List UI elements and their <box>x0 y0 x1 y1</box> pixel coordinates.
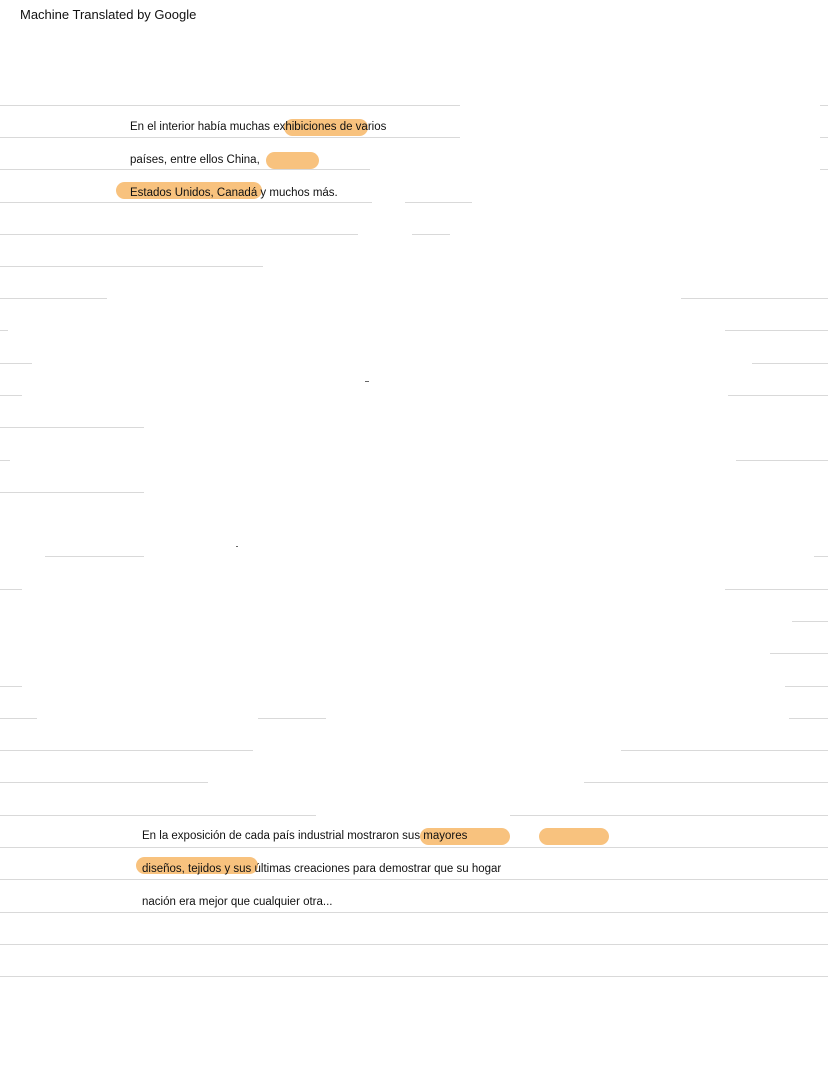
rule-line <box>0 266 263 267</box>
highlight-blank <box>539 828 609 845</box>
rule-line <box>0 202 372 203</box>
stray-mark <box>236 546 238 547</box>
highlighted-text: sus mayores <box>402 830 468 842</box>
paragraph2-line1 <box>142 830 467 842</box>
rule-line <box>0 879 828 880</box>
paragraph1-line3 <box>130 187 338 199</box>
rule-line <box>681 298 828 299</box>
rule-line <box>0 815 316 816</box>
rule-line <box>0 718 37 719</box>
rule-line <box>0 686 22 687</box>
rule-line <box>405 202 472 203</box>
rule-line <box>0 169 370 170</box>
rule-line <box>725 589 828 590</box>
rule-line <box>0 589 22 590</box>
highlighted-text: Estados Unidos, Canad <box>130 187 251 199</box>
rule-line <box>752 363 828 364</box>
rule-line <box>0 427 144 428</box>
rule-line <box>0 298 107 299</box>
rule-line <box>789 718 828 719</box>
stray-mark <box>365 381 369 382</box>
rule-line <box>770 653 828 654</box>
highlighted-text: exhibiciones de <box>273 121 353 133</box>
rule-line <box>814 556 828 557</box>
rule-line <box>510 815 828 816</box>
rule-line <box>0 847 828 848</box>
paragraph2-line3: nación era mejor que cualquier otra... <box>142 896 333 908</box>
rule-line <box>0 460 10 461</box>
rule-line <box>0 234 358 235</box>
paragraph2-line2 <box>142 863 501 875</box>
highlighted-text: diseños, tejidos y sus <box>142 863 252 875</box>
paragraph1-line2: países, entre ellos China, <box>130 154 260 166</box>
rule-line <box>0 912 828 913</box>
rule-line <box>258 718 326 719</box>
rule-line <box>0 492 144 493</box>
rule-line <box>0 976 828 977</box>
rule-line <box>0 944 828 945</box>
rule-line <box>621 750 828 751</box>
machine-translation-label: Machine Translated by Google <box>20 7 197 22</box>
rule-line <box>728 395 828 396</box>
rule-line <box>0 363 32 364</box>
text-segment: En la exposición de cada país industrial mostraron <box>142 830 403 842</box>
rule-line <box>725 330 828 331</box>
rule-line <box>45 556 144 557</box>
rule-line <box>0 395 22 396</box>
rule-line <box>0 105 460 106</box>
rule-line <box>0 330 8 331</box>
rule-line <box>820 137 828 138</box>
text-segment: á y muchos más. <box>250 187 338 199</box>
rule-line <box>0 782 208 783</box>
text-segment: varios <box>352 121 387 133</box>
rule-line <box>412 234 450 235</box>
paragraph1-line1 <box>130 121 386 133</box>
rule-line <box>736 460 828 461</box>
rule-line <box>785 686 828 687</box>
rule-line <box>0 750 253 751</box>
rule-line <box>820 169 828 170</box>
rule-line <box>820 105 828 106</box>
rule-line <box>0 137 460 138</box>
text-segment: En el interior había muchas <box>130 121 274 133</box>
rule-line <box>584 782 828 783</box>
text-segment: últimas creaciones para demostrar que su hogar <box>251 863 502 875</box>
highlight-blank-after-china <box>266 152 319 169</box>
rule-line <box>792 621 828 622</box>
